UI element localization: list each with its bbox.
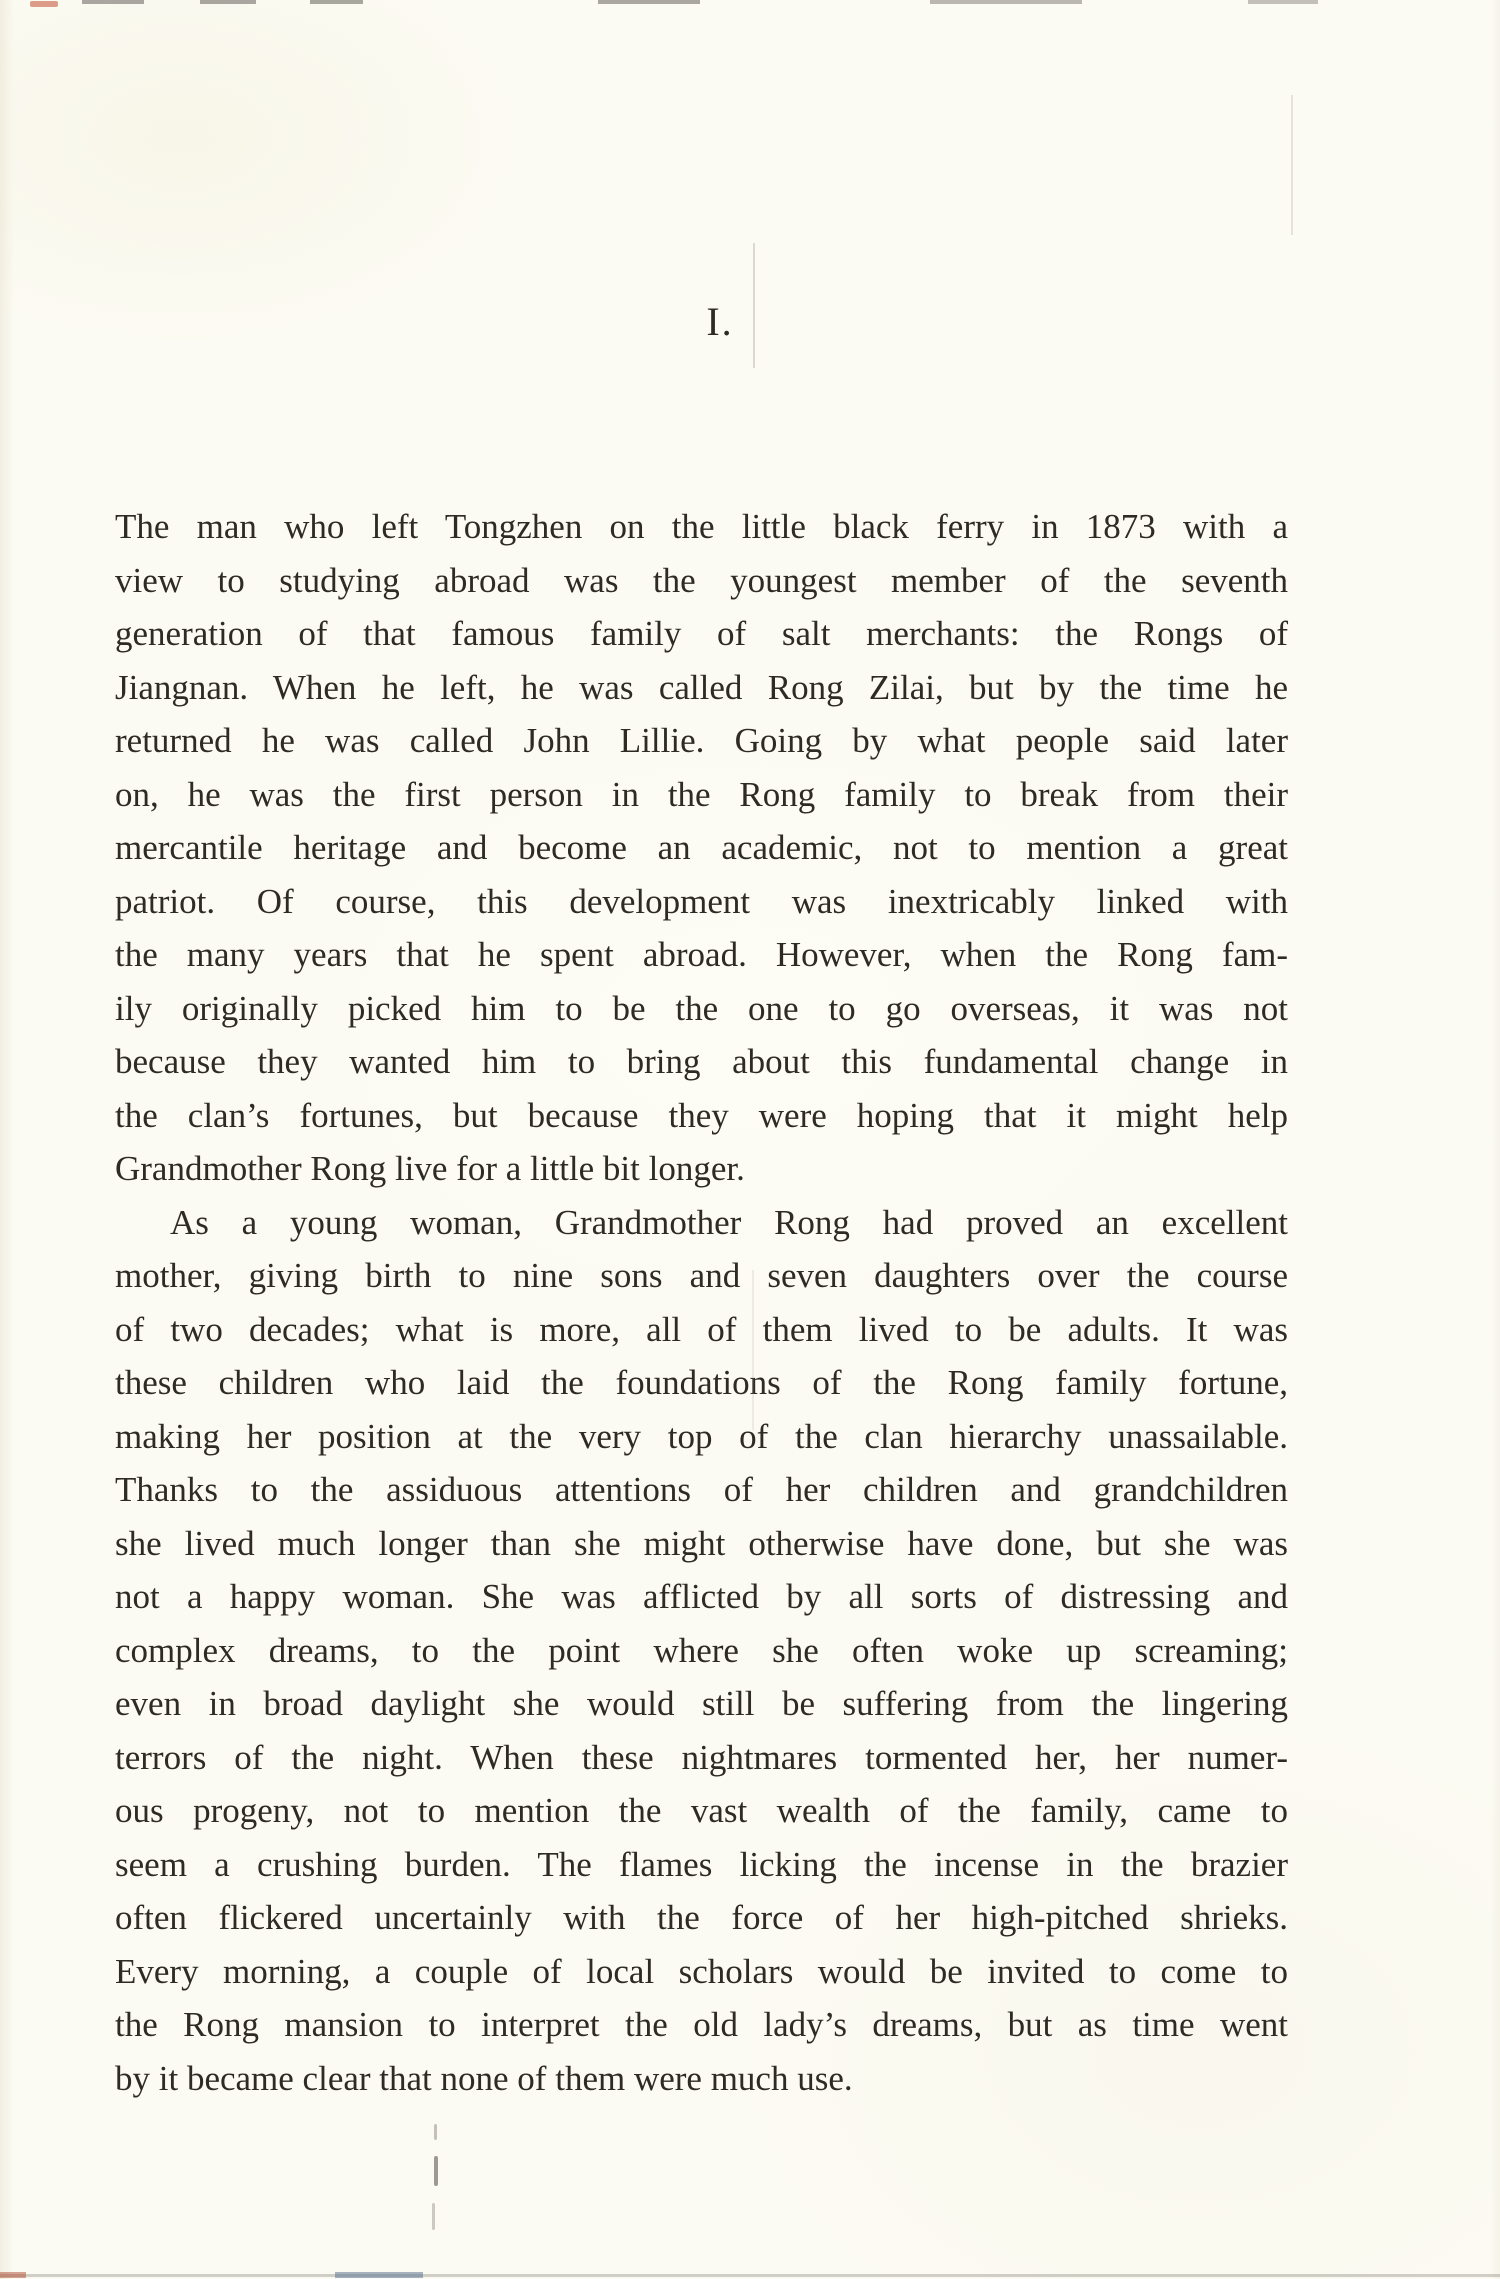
scan-edge-line-bottom bbox=[0, 2274, 1500, 2277]
text-line: Every morning, a couple of local scholars would be invited to come to bbox=[115, 1951, 1288, 1991]
text-line: ily originally picked him to be the one to go overseas, it was not bbox=[115, 988, 1288, 1028]
text-line: not a happy woman. She was afflicted by all sorts of distressing and bbox=[115, 1577, 1288, 1616]
text-line: the many years that he spent abroad. However, when the Rong fam- bbox=[115, 935, 1288, 974]
text-line: these children who laid the foundations of the Rong family fortune, bbox=[115, 1363, 1288, 1402]
scan-edge-mark bbox=[310, 0, 363, 4]
text-line: generation of that famous family of salt merchants: the Rongs of bbox=[115, 614, 1288, 653]
text-line: returned he was called John Lillie. Going by what people said later bbox=[115, 721, 1288, 760]
text-line: terrors of the night. When these nightmares tormented her, her numer- bbox=[115, 1737, 1288, 1777]
text-line: Jiangnan. When he left, he was called Rong Zilai, but by the time he bbox=[115, 667, 1288, 707]
text-line: ous progeny, not to mention the vast wealth of the family, came to bbox=[115, 1791, 1288, 1830]
scan-edge-mark-red-bottom bbox=[0, 2272, 26, 2278]
text-line: seem a crushing burden. The flames licking the incense in the brazier bbox=[115, 1844, 1288, 1884]
text-line: mercantile heritage and become an academic, not to mention a great bbox=[115, 828, 1288, 867]
text-line: mother, giving birth to nine sons and seven daughters over the course bbox=[115, 1256, 1288, 1295]
text-line: often flickered uncertainly with the force of her high-pitched shrieks. bbox=[115, 1898, 1288, 1937]
text-line: The man who left Tongzhen on the little black ferry in 1873 with a bbox=[115, 507, 1288, 546]
text-line: Thanks to the assiduous attentions of her children and grandchildren bbox=[115, 1470, 1288, 1509]
text-line: because they wanted him to bring about this fundamental change in bbox=[115, 1042, 1288, 1081]
scan-edge-mark bbox=[1248, 0, 1318, 4]
text-line: of two decades; what is more, all of them lived to be adults. It was bbox=[115, 1309, 1288, 1349]
scan-edge-mark bbox=[598, 0, 700, 4]
scan-smudge bbox=[432, 2203, 435, 2230]
text-line: Grandmother Rong live for a little bit longer. bbox=[115, 1149, 745, 1188]
chapter-number: I. bbox=[706, 299, 734, 344]
scan-smudge bbox=[434, 2124, 437, 2140]
text-line: As a young woman, Grandmother Rong had proved an excellent bbox=[170, 1202, 1288, 1242]
text-line: she lived much longer than she might otherwise have done, but she was bbox=[115, 1523, 1288, 1563]
text-line: by it became clear that none of them were much use. bbox=[115, 2058, 853, 2098]
text-line: patriot. Of course, this development was inextricably linked with bbox=[115, 881, 1288, 921]
scan-edge-mark-blue bbox=[335, 2272, 423, 2278]
text-line: the clan’s fortunes, but because they were hoping that it might help bbox=[115, 1095, 1288, 1135]
body-text bbox=[115, 500, 1288, 2105]
scan-smudge bbox=[434, 2156, 438, 2186]
text-line: the Rong mansion to interpret the old lady’s dreams, but as time went bbox=[115, 2005, 1288, 2044]
text-line: complex dreams, to the point where she often woke up screaming; bbox=[115, 1630, 1288, 1670]
text-line: even in broad daylight she would still be suffering from the lingering bbox=[115, 1684, 1288, 1723]
text-line: view to studying abroad was the youngest member of the seventh bbox=[115, 560, 1288, 600]
scan-edge-mark bbox=[200, 0, 256, 4]
scan-edge-mark-red bbox=[30, 1, 58, 7]
text-line: making her position at the very top of the clan hierarchy unassailable. bbox=[115, 1416, 1288, 1456]
text-line: on, he was the first person in the Rong family to break from their bbox=[115, 774, 1288, 814]
scan-edge-mark bbox=[82, 0, 144, 4]
scan-edge-mark bbox=[930, 0, 1082, 4]
scan-streak bbox=[1291, 95, 1293, 235]
